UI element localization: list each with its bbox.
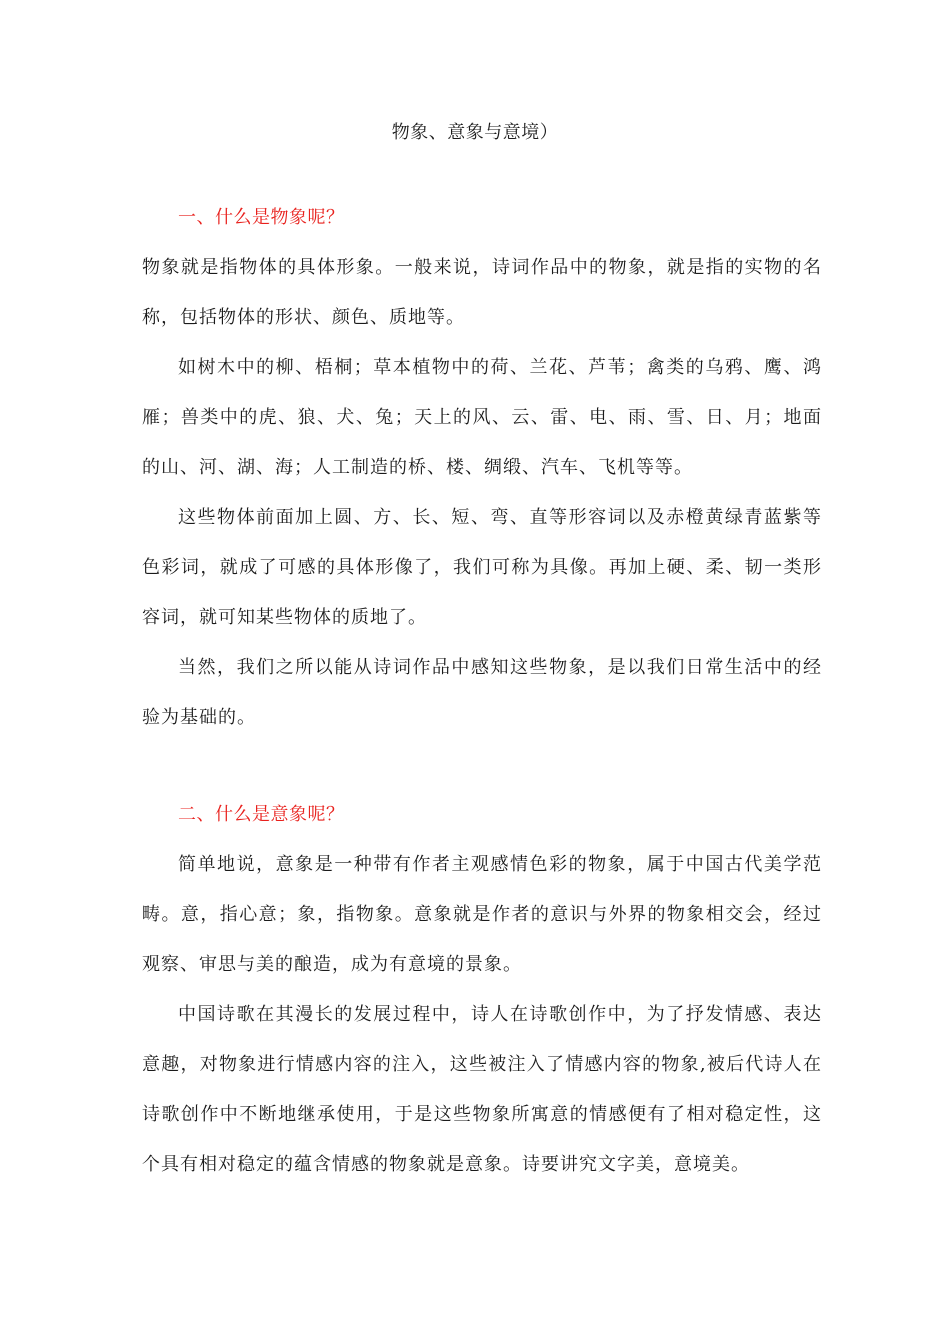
section-heading-1: 一、什么是物象呢？: [178, 207, 345, 228]
section-heading-2: 二、什么是意象呢？: [178, 804, 345, 825]
document-title: 物象、意象与意境）: [391, 122, 559, 143]
section-1-paragraph-4: 当然，我们之所以能从诗词作品中感知这些物象，是以我们日常生活中的经验为基础的。: [142, 657, 822, 728]
section-1-paragraph-1: 物象就是指物体的具体形象。一般来说，诗词作品中的物象，就是指的实物的名称，包括物体的形状、颜色、质地等。: [142, 257, 822, 328]
section-2-paragraph-1: 简单地说，意象是一种带有作者主观感情色彩的物象，属于中国古代美学范畴。意，指心意；象，指物象。意象就是作者的意识与外界的物象相交会，经过观察、审思与美的酿造，成为有意境的景象。: [142, 854, 822, 975]
section-1-paragraph-2: 如树木中的柳、梧桐；草本植物中的荷、兰花、芦苇；禽类的乌鸦、鹰、鸿雁；兽类中的虎、狼、犬、兔；天上的风、云、雷、电、雨、雪、日、月；地面的山、河、湖、海；人工制造的桥、楼、绸缎、汽车、飞机等等。: [142, 357, 822, 478]
section-1-paragraph-3: 这些物体前面加上圆、方、长、短、弯、直等形容词以及赤橙黄绿青蓝紫等色彩词，就成了可感的具体形像了，我们可称为具像。再加上硬、柔、韧一类形容词，就可知某些物体的质地了。: [142, 507, 822, 628]
section-2-paragraph-2: 中国诗歌在其漫长的发展过程中，诗人在诗歌创作中，为了抒发情感、表达意趣，对物象进行情感内容的注入，这些被注入了情感内容的物象,被后代诗人在诗歌创作中不断地继承使用，于是这些物象所寓意的情感便有了相对稳定性，这个具有相对稳定的蕴含情感的物象就是意象。诗要讲究文字美，意境美。: [142, 1004, 822, 1175]
